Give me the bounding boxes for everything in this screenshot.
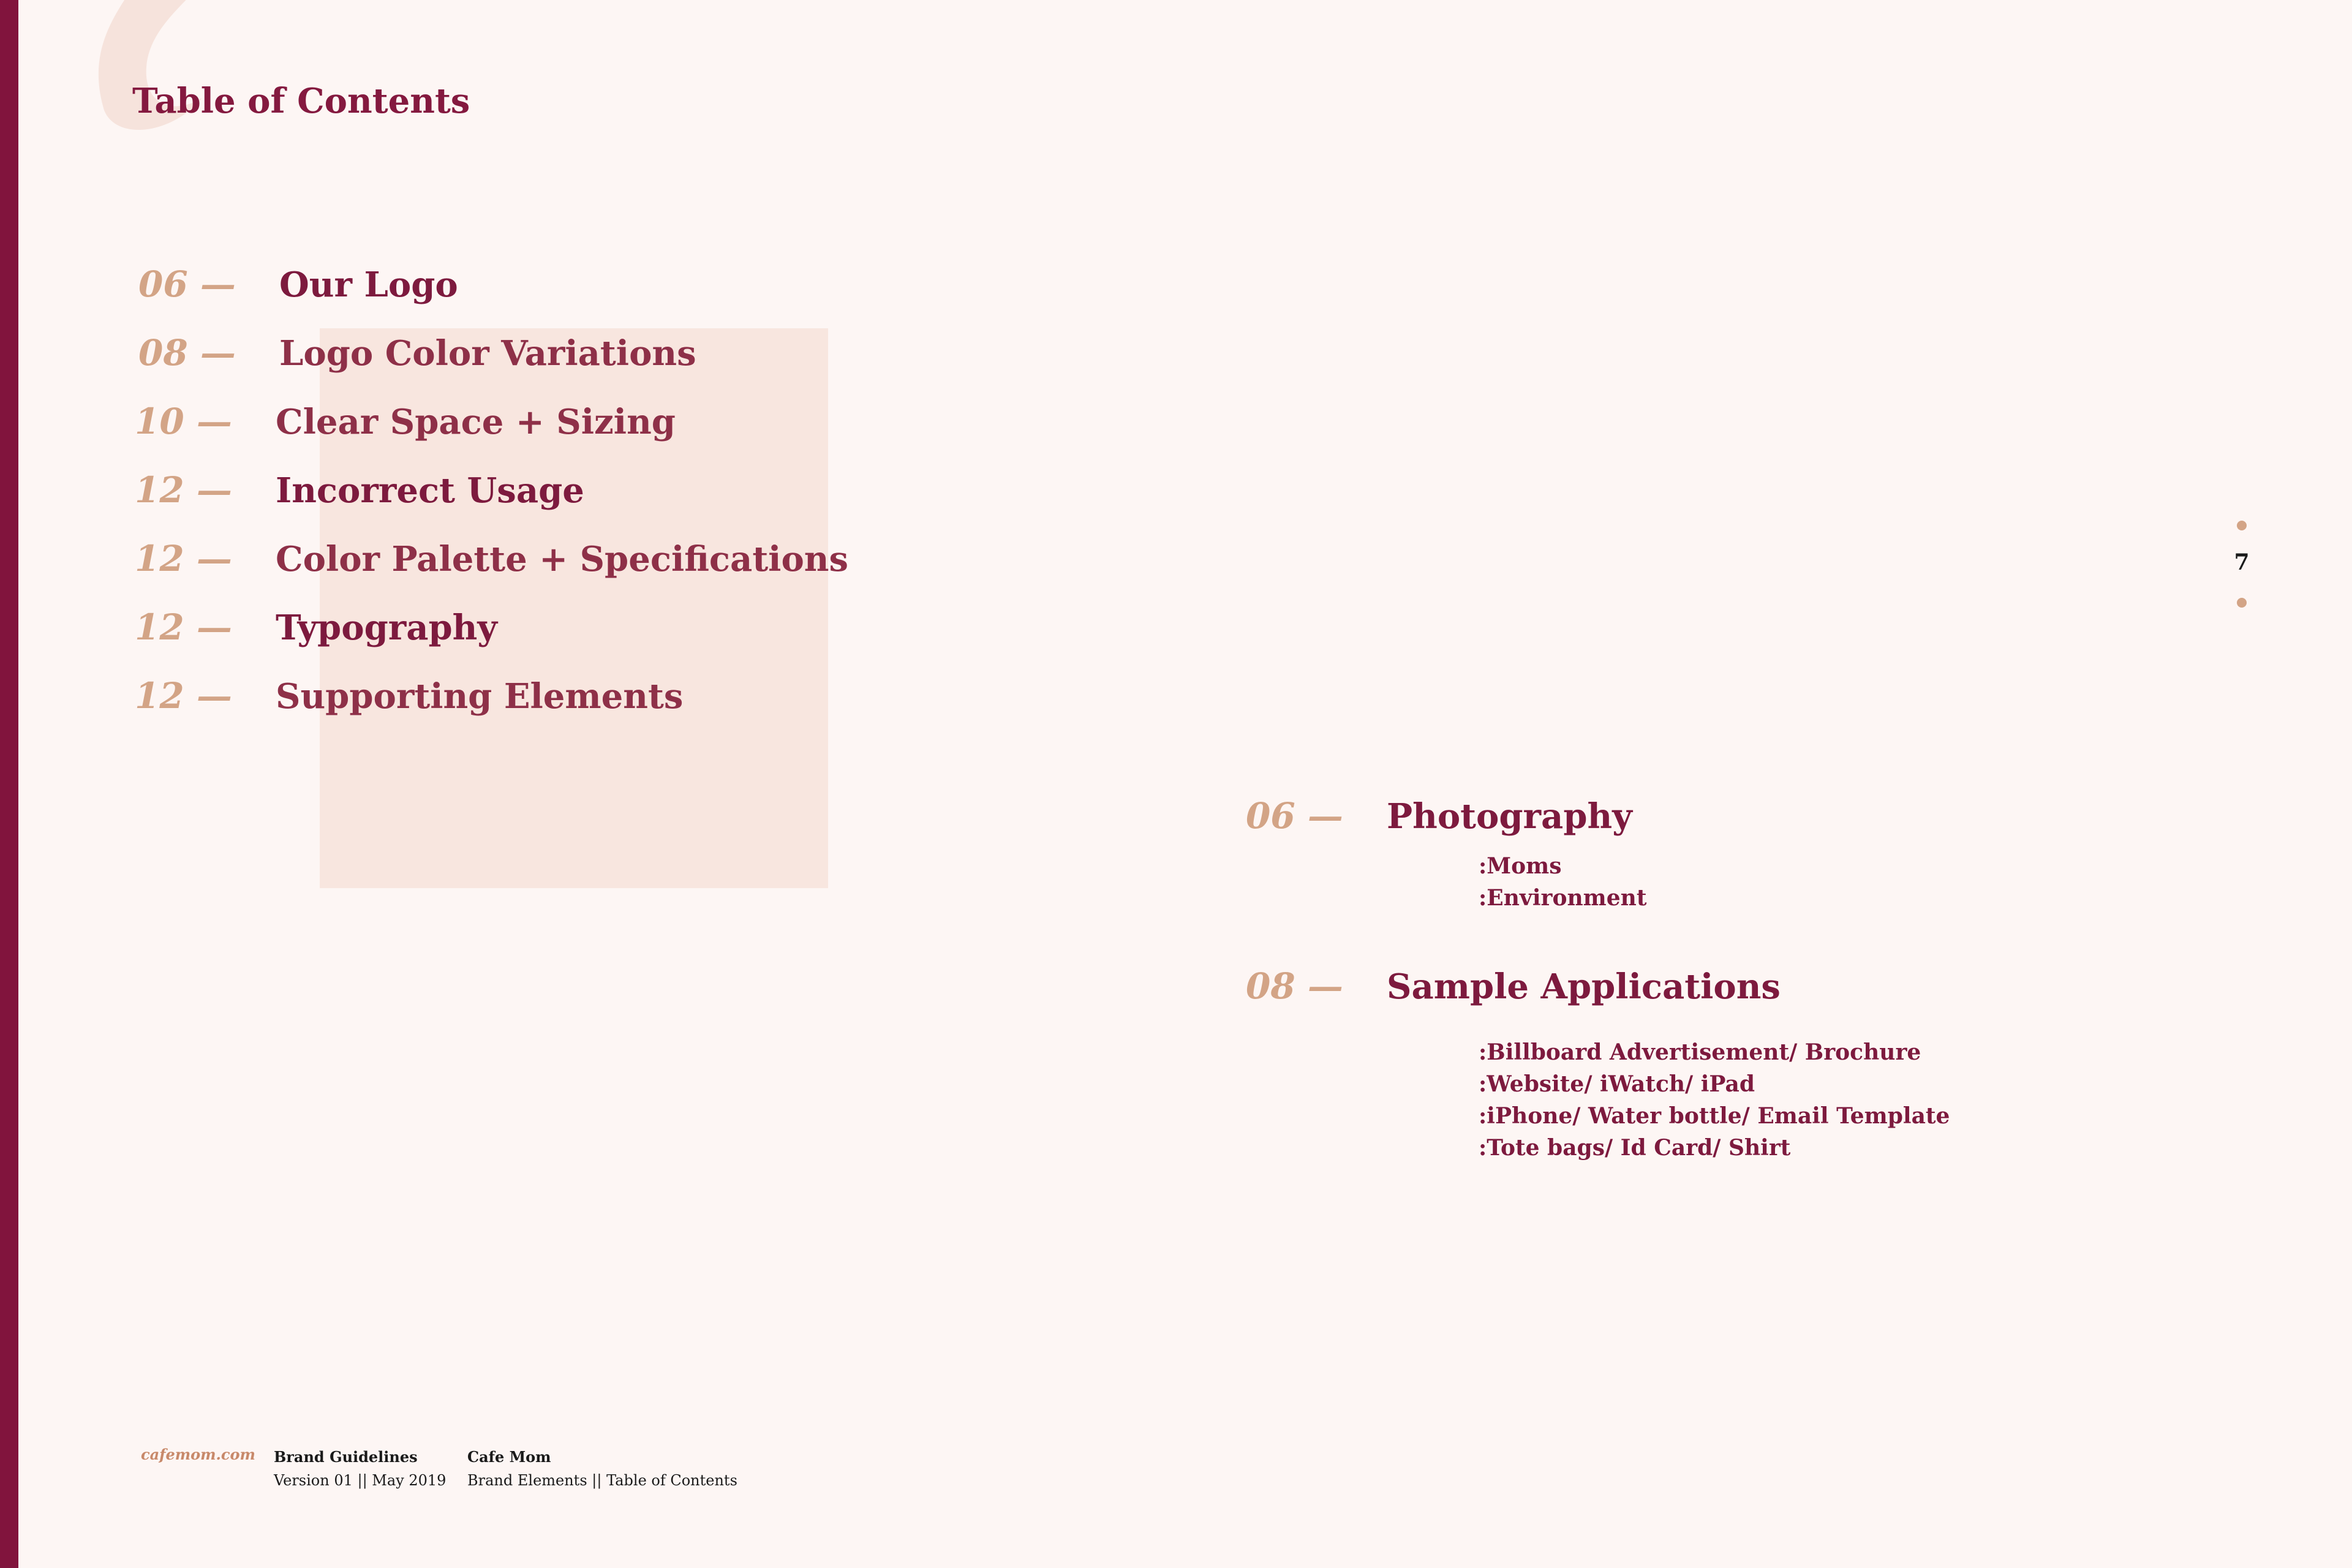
- sample-applications-sub-list: [1479, 1036, 1950, 1164]
- toc-item-label: Typography: [276, 608, 497, 648]
- footer-section: Brand Elements || Table of Contents: [467, 1472, 737, 1489]
- toc-item-number: 08 —: [138, 332, 236, 374]
- sub-list-item[interactable]: :Website/ iWatch/ iPad: [1479, 1071, 1755, 1097]
- footer-site-link[interactable]: cafemom.com: [141, 1446, 255, 1463]
- toc-item[interactable]: [135, 469, 584, 511]
- toc-item-number: 12 —: [135, 606, 232, 648]
- toc-item-label: Our Logo: [279, 265, 458, 305]
- toc-item[interactable]: [135, 538, 848, 579]
- sub-list-item[interactable]: :iPhone/ Water bottle/ Email Template: [1479, 1103, 1950, 1129]
- decorative-quote-mark: [49, 0, 208, 159]
- toc-item-number: 12 —: [135, 469, 232, 511]
- page-indicator: [2217, 521, 2266, 608]
- toc-item-number: 06 —: [138, 263, 236, 305]
- prev-page-dot[interactable]: [2237, 521, 2247, 530]
- toc-item-number: 10 —: [135, 401, 232, 442]
- toc-item-label: Photography: [1387, 796, 1632, 837]
- toc-item-number: 12 —: [135, 538, 232, 579]
- footer-brand-info: [467, 1446, 737, 1492]
- toc-section-photography[interactable]: [1246, 795, 1632, 837]
- next-page-dot[interactable]: [2237, 598, 2247, 608]
- page-title: Table of Contents: [132, 81, 470, 121]
- sub-list-item[interactable]: :Tote bags/ Id Card/ Shirt: [1479, 1135, 1791, 1161]
- toc-item-label: Color Palette + Specifications: [276, 539, 849, 579]
- toc-item[interactable]: [135, 606, 497, 648]
- toc-item[interactable]: [135, 675, 683, 717]
- footer-doc-title: Brand Guidelines: [274, 1448, 418, 1466]
- sub-list-item[interactable]: :Environment: [1479, 885, 1647, 911]
- footer-version: Version 01 || May 2019: [274, 1472, 447, 1489]
- toc-item-number: 08 —: [1246, 965, 1343, 1007]
- footer-doc-info: [274, 1446, 446, 1492]
- toc-item[interactable]: [138, 332, 696, 374]
- side-accent-bar: [0, 0, 18, 1568]
- toc-item[interactable]: [138, 263, 458, 305]
- toc-item-number: 06 —: [1246, 795, 1343, 837]
- page-number: 7: [2234, 549, 2250, 575]
- toc-item-number: 12 —: [135, 675, 232, 717]
- toc-item-label: Logo Color Variations: [279, 333, 696, 374]
- toc-section-sample-applications[interactable]: [1246, 965, 1781, 1007]
- sub-list-item[interactable]: :Billboard Advertisement/ Brochure: [1479, 1039, 1921, 1065]
- toc-item-label: Incorrect Usage: [276, 470, 584, 511]
- sub-list-item[interactable]: :Moms: [1479, 853, 1562, 879]
- toc-item-label: Sample Applications: [1387, 967, 1781, 1007]
- toc-item[interactable]: [135, 401, 676, 442]
- toc-item-label: Supporting Elements: [276, 676, 684, 717]
- toc-item-label: Clear Space + Sizing: [276, 402, 676, 442]
- footer-brand: Cafe Mom: [467, 1448, 551, 1466]
- photography-sub-list: [1479, 850, 1646, 914]
